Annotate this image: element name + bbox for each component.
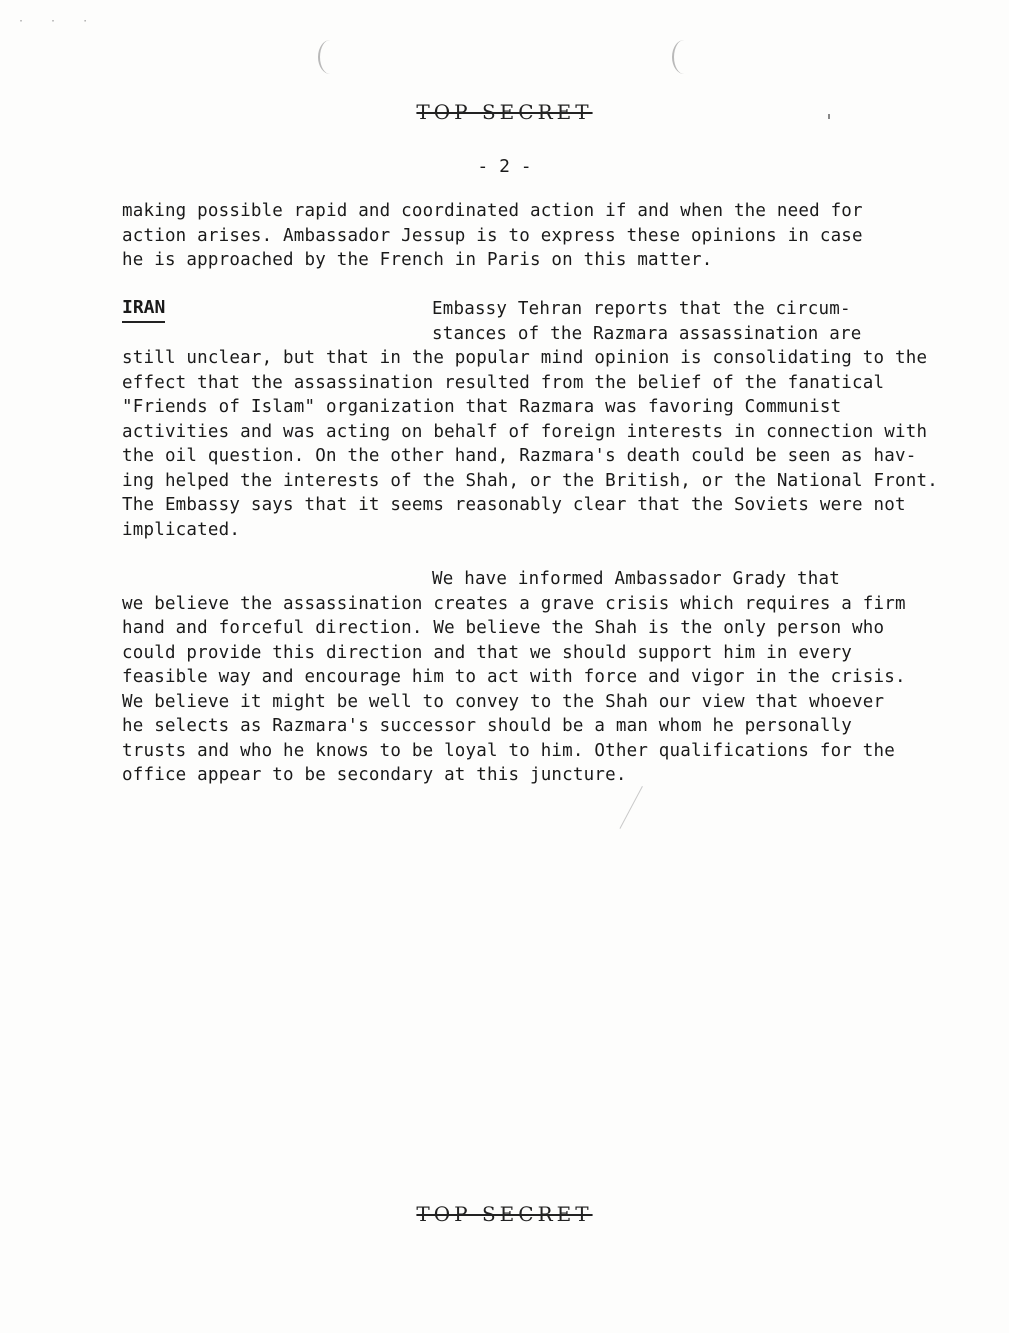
- text-line: We have informed Ambassador Grady that: [432, 569, 840, 589]
- text-line: office appear to be secondary at this juncture.: [122, 765, 627, 785]
- classification-text-top: TOP SECRET: [416, 100, 593, 124]
- paragraph-3: [122, 567, 952, 788]
- text-line: still unclear, but that in the popular mind opinion is consolidating to the: [122, 348, 928, 368]
- text-line: hand and forceful direction. We believe the Shah is the only person who: [122, 618, 885, 638]
- punch-hole-left: [318, 40, 342, 74]
- text-line: effect that the assassination resulted from the belief of the fanatical: [122, 372, 885, 393]
- classification-stamp-bottom: [0, 1202, 1009, 1226]
- text-line: he selects as Razmara's successor should be a man whom he personally: [122, 716, 853, 736]
- text-line: activities and was acting on behalf of foreign interests in connection with: [122, 421, 928, 442]
- text-line: making possible rapid and coordinated action if and when the need for: [122, 201, 863, 221]
- punch-hole-right: [672, 40, 696, 74]
- classification-text-bottom: TOP SECRET: [416, 1202, 593, 1226]
- text-line: we believe the assassination creates a grave crisis which requires a firm: [122, 593, 906, 614]
- text-line: ing helped the interests of the Shah, or the British, or the National Front.: [122, 470, 938, 491]
- classification-stamp-top: [0, 100, 1009, 124]
- text-line: the oil question. On the other hand, Razmara's death could be seen as hav-: [122, 446, 917, 466]
- paragraph-2: [122, 297, 952, 542]
- text-line: stances of the Razmara assassination are: [432, 323, 862, 344]
- section-heading-iran: IRAN: [122, 297, 165, 323]
- text-line: "Friends of Islam" organization that Razmara was favoring Communist: [122, 397, 842, 417]
- pencil-mark: [619, 786, 642, 829]
- paragraph-1: [122, 199, 952, 273]
- text-line: We believe it might be well to convey to the Shah our view that whoever: [122, 691, 885, 712]
- text-line: action arises. Ambassador Jessup is to express these opinions in case: [122, 225, 863, 246]
- text-line: The Embassy says that it seems reasonably clear that the Soviets were not: [122, 495, 906, 515]
- page-number: - 2 -: [477, 156, 532, 177]
- text-line: he is approached by the French in Paris on this matter.: [122, 250, 713, 270]
- text-line: feasible way and encourage him to act with force and vigor in the crisis.: [122, 667, 906, 687]
- text-line: Embassy Tehran reports that the circum-: [432, 299, 851, 319]
- text-line: trusts and who he knows to be loyal to him. Other qualifications for the: [122, 740, 895, 761]
- text-line: implicated.: [122, 519, 241, 540]
- corner-smudge-marks: · · ·: [18, 16, 99, 27]
- text-line: could provide this direction and that we should support him in every: [122, 642, 853, 663]
